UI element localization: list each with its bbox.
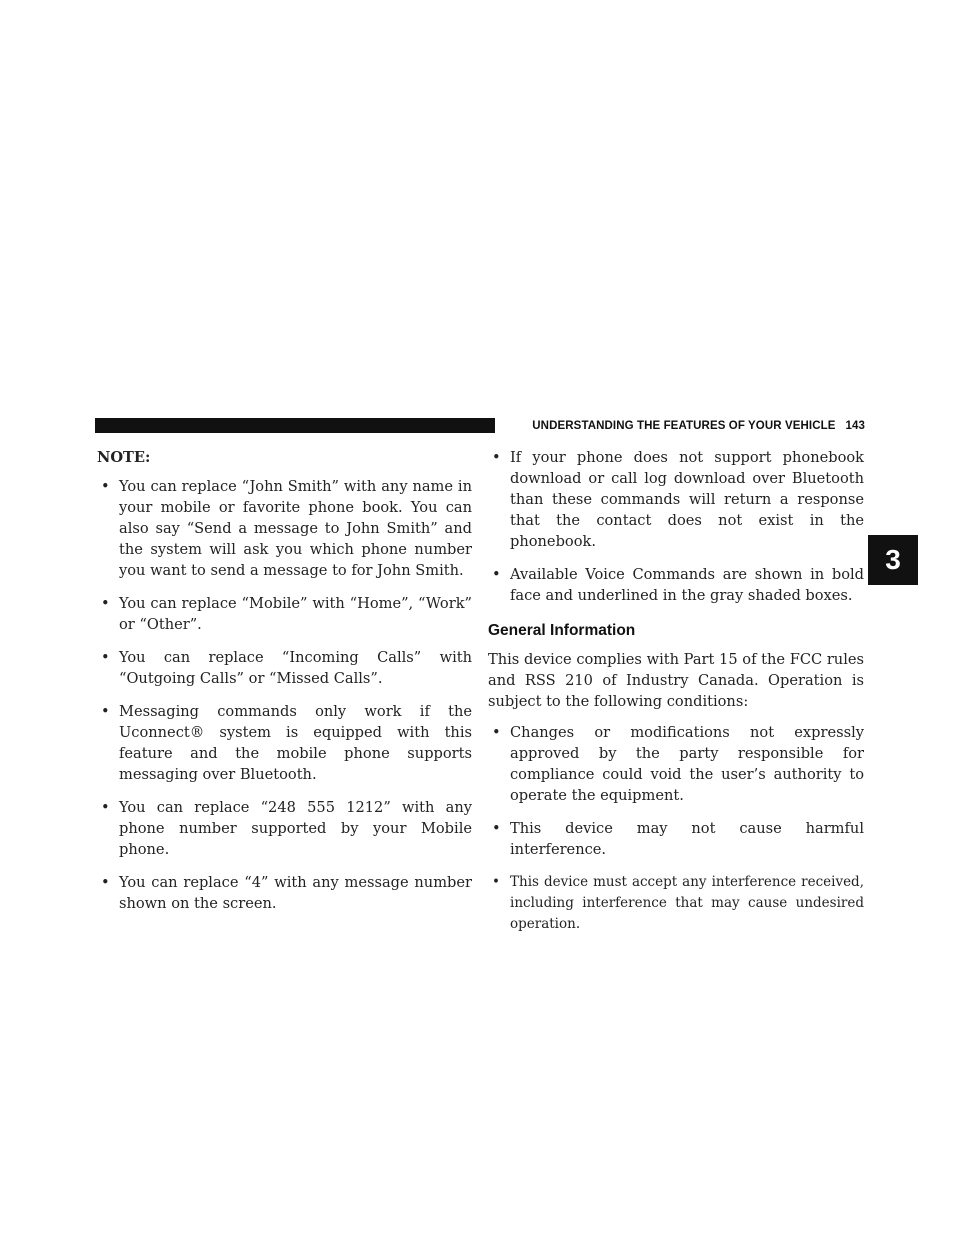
note-list-continued xyxy=(488,447,864,606)
conditions-list xyxy=(488,722,864,935)
note-label: NOTE: xyxy=(97,449,151,466)
bullet-icon: • xyxy=(101,478,110,495)
bullet-icon: • xyxy=(492,874,500,890)
section-title: UNDERSTANDING THE FEATURES OF YOUR VEHICLE xyxy=(532,420,836,432)
list-item: • Available Voice Commands are shown in bold face and underlined in the gray shaded boxes. xyxy=(492,566,864,604)
running-header xyxy=(505,415,865,437)
right-column xyxy=(488,447,864,947)
bullet-icon: • xyxy=(101,703,110,720)
bullet-icon: • xyxy=(101,649,110,666)
page-number: 143 xyxy=(845,420,865,432)
bullet-icon: • xyxy=(492,449,501,466)
section-heading: General Information xyxy=(488,622,636,639)
bullet-icon: • xyxy=(492,724,501,741)
list-item: • If your phone does not support phonebook download or call log download over Bluetooth than these commands will return a response that the contact does not exist in the phonebook. xyxy=(492,449,864,550)
list-item: • This device must accept any interference received, including interference that may cause undesired operation. xyxy=(492,874,864,932)
body-paragraph: This device complies with Part 15 of the FCC rules and RSS 210 of Industry Canada. Operation is subject to the following conditions: xyxy=(488,651,864,710)
list-item: • You can replace “Incoming Calls” with “Outgoing Calls” or “Missed Calls”. xyxy=(101,649,472,687)
bullet-icon: • xyxy=(101,874,110,891)
chapter-tab: 3 xyxy=(868,535,918,585)
bullet-icon: • xyxy=(492,820,501,837)
bullet-icon: • xyxy=(101,595,110,612)
list-item: • You can replace “248 555 1212” with any phone number supported by your Mobile phone. xyxy=(101,799,472,858)
note-list xyxy=(97,476,472,914)
list-item: • Changes or modifications not expressly approved by the party responsible for compliance could void the user’s authority to operate the equipment. xyxy=(492,724,864,804)
list-item: • You can replace “4” with any message number shown on the screen. xyxy=(101,874,472,912)
list-item: • Messaging commands only work if the Uconnect® system is equipped with this feature and the mobile phone supports messaging over Bluetooth. xyxy=(101,703,472,783)
list-item: • This device may not cause harmful interference. xyxy=(492,820,864,858)
list-item: • You can replace “Mobile” with “Home”, “Work” or “Other”. xyxy=(101,595,472,633)
bullet-icon: • xyxy=(101,799,110,816)
list-item: • You can replace “John Smith” with any name in your mobile or favorite phone book. You can also say “Send a message to John Smith” and the system will ask you which phone number you want to send a message to for John Smith. xyxy=(101,478,472,579)
bullet-icon: • xyxy=(492,566,501,583)
left-column xyxy=(97,447,472,926)
header-rule xyxy=(95,418,495,433)
